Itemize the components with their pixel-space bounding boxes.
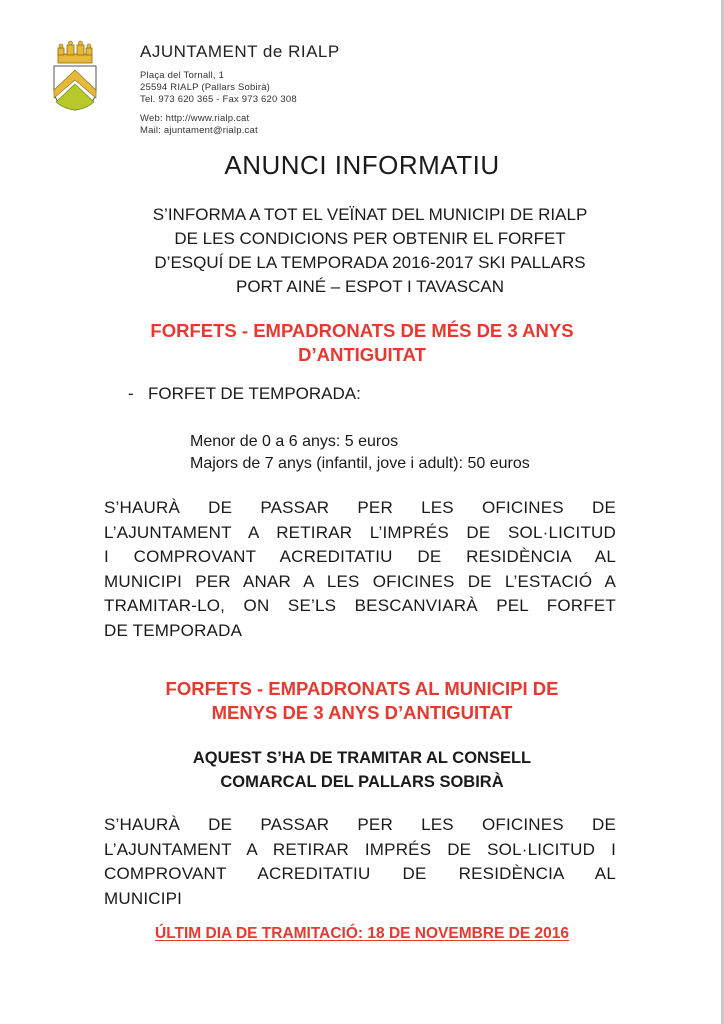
phone-fax: Tel. 973 620 365 - Fax 973 620 308: [140, 94, 297, 105]
paragraph-line: MUNICIPI: [104, 888, 183, 908]
section2-heading-line: FORFETS - EMPADRONATS AL MUNICIPI DE: [165, 678, 559, 699]
consell-notice: [0, 746, 724, 794]
intro-text: [70, 203, 670, 299]
page-title: ANUNCI INFORMATIU: [224, 150, 500, 180]
bullet-item: [128, 384, 361, 404]
consell-line: COMARCAL DEL PALLARS SOBIRÀ: [220, 773, 504, 791]
paragraph-line: MUNICIPI PER ANAR A LES OFICINES DE L’ESTACIÓ A: [104, 571, 616, 591]
price-line: Majors de 7 anys (infantil, jove i adult): 50 euros: [190, 455, 530, 472]
paragraph-line: L’AJUNTAMENT A RETIRAR L’IMPRÉS DE SOL·LICITUD: [104, 522, 616, 542]
section1-heading-line: FORFETS - EMPADRONATS DE MÉS DE 3 ANYS: [150, 320, 574, 341]
section1-heading: [0, 319, 724, 367]
price-line: Menor de 0 a 6 anys: 5 euros: [190, 433, 399, 450]
paragraph-line: S’HAURÀ DE PASSAR PER LES OFICINES DE: [104, 815, 616, 834]
paragraph-line: L’AJUNTAMENT A RETIRAR IMPRÉS DE SOL·LICITUD I: [104, 839, 616, 859]
consell-line: AQUEST S’HA DE TRAMITAR AL CONSELL: [192, 749, 532, 767]
deadline-notice: [0, 925, 724, 943]
bullet-dash: -: [128, 384, 134, 403]
intro-line: DE LES CONDICIONS PER OBTENIR EL FORFET: [174, 229, 566, 248]
paragraph-line: DE TEMPORADA: [104, 620, 243, 640]
municipal-crest-icon: [50, 40, 100, 112]
section2-heading-line: MENYS DE 3 ANYS D’ANTIGUITAT: [211, 702, 513, 723]
section2-paragraph: [104, 813, 616, 911]
intro-line: PORT AINÉ – ESPOT I TAVASCAN: [236, 277, 504, 296]
address-line-2: 25594 RIALP (Pallars Sobirà): [140, 82, 271, 93]
bullet-label: FORFET DE TEMPORADA:: [148, 384, 361, 403]
web-address: Web: http://www.rialp.cat: [140, 113, 250, 124]
section2-heading: [0, 677, 724, 725]
deadline-text: ÚLTIM DIA DE TRAMITACIÓ: 18 DE NOVEMBRE DE 2016: [155, 925, 569, 942]
paragraph-line: S’HAURÀ DE PASSAR PER LES OFICINES DE: [104, 498, 616, 517]
mail-address: Mail: ajuntament@rialp.cat: [140, 125, 258, 136]
paragraph-line: TRAMITAR-LO, ON SE’LS BESCANVIARÀ PEL FORFET: [104, 596, 616, 615]
paragraph-line: I COMPROVANT ACREDITATIU DE RESIDÈNCIA AL: [104, 547, 616, 566]
address-line-1: Plaça del Tornall, 1: [140, 70, 225, 81]
intro-line: S’INFORMA A TOT EL VEÏNAT DEL MUNICIPI DE RIALP: [152, 205, 588, 224]
section1-heading-line: D’ANTIGUITAT: [298, 344, 426, 365]
intro-line: D’ESQUÍ DE LA TEMPORADA 2016-2017 SKI PALLARS: [154, 253, 586, 272]
organization-name: AJUNTAMENT de RIALP: [140, 42, 340, 61]
paragraph-line: COMPROVANT ACREDITATIU DE RESIDÈNCIA AL: [104, 864, 616, 883]
section1-paragraph: [104, 496, 616, 643]
